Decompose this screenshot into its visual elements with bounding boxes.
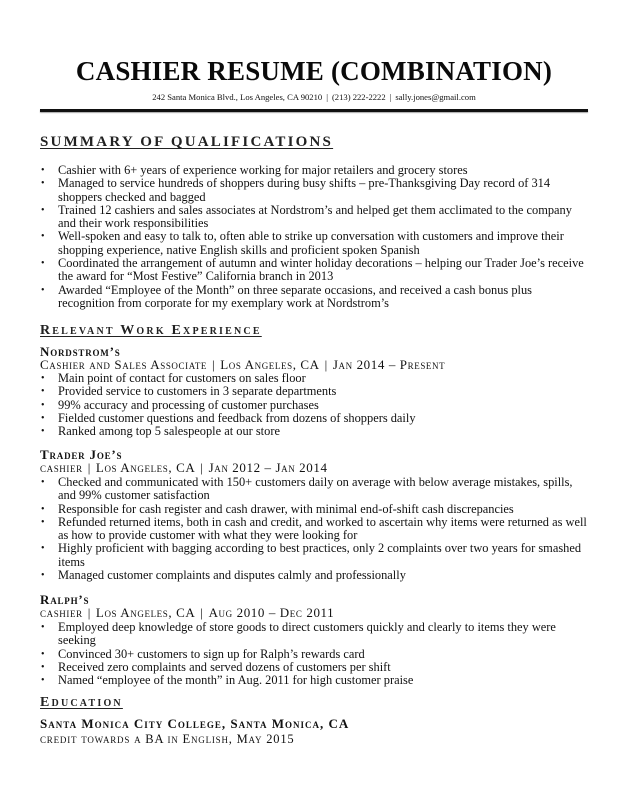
list-item: • Main point of contact for customers on sales floor xyxy=(41,371,306,385)
bullet-icon: • xyxy=(41,648,45,660)
list-item: • Responsible for cash register and cash drawer, with minimal end-of-shift cash discrepancies xyxy=(41,501,514,516)
list-item: • Cashier with 6+ years of experience working for major retailers and grocery stores xyxy=(41,163,468,177)
bullet-icon: • xyxy=(41,477,45,488)
job-duties-list xyxy=(40,372,588,438)
header-divider xyxy=(40,109,588,112)
bullet-icon: • xyxy=(41,675,45,687)
employer-name: Nordstrom’s xyxy=(40,344,121,359)
job-dates: Jan 2014 – Present xyxy=(332,357,446,372)
list-item: • Fielded customer questions and feedback from dozens of shoppers daily xyxy=(41,410,416,425)
contact-separator: | xyxy=(389,92,392,102)
resume-title: CASHIER RESUME (COMBINATION) xyxy=(75,56,553,86)
job-role-line xyxy=(40,358,445,372)
list-item: • Trained 12 cashiers and sales associates at Nordstrom’s and helped get them acclimated to the company and their work responsibilities xyxy=(41,202,572,231)
section-heading-summary: SUMMARY OF QUALIFICATIONS xyxy=(40,134,334,150)
list-item: • Awarded “Employee of the Month” on three separate occasions, and received a cash bonus plus recognition from corporate for my exemplary work at Nordstrom’s xyxy=(41,282,533,310)
contact-address: 242 Santa Monica Blvd., Los Angeles, CA 90210 xyxy=(152,92,323,102)
bullet-icon: • xyxy=(41,204,45,216)
list-item: • Convinced 30+ customers to sign up for Ralph’s rewards card xyxy=(41,646,365,661)
job-title: Cashier and Sales Associate xyxy=(40,357,208,372)
contact-email[interactable]: sally.jones@gmail.com xyxy=(395,92,476,102)
employer-name: Trader Joe’s xyxy=(40,447,123,462)
list-item: • Managed to service hundreds of shoppers during busy shifts – pre-Thanksgiving Day record of 314 shoppers checked and bagged xyxy=(41,176,551,204)
bullet-icon: • xyxy=(41,503,45,515)
list-item: • Received zero complaints and served dozens of customers per shift xyxy=(41,659,391,674)
bullet-icon: • xyxy=(41,412,45,424)
bullet-icon: • xyxy=(41,284,45,296)
bullet-icon: • xyxy=(41,661,45,673)
job-role-line xyxy=(40,606,334,620)
job-title: cashier xyxy=(40,605,83,620)
job-duties-list xyxy=(40,476,588,582)
role-separator: | xyxy=(200,605,204,620)
bullet-icon: • xyxy=(41,516,45,528)
contact-separator: | xyxy=(326,92,328,102)
education-school: Santa Monica City College, Santa Monica, CA xyxy=(40,716,350,731)
list-item: • Coordinated the arrangement of autumn and winter holiday decorations – helping our Trader Joe’s receive the award for “Most Festive” California branch in 2013 xyxy=(41,256,584,284)
role-separator: | xyxy=(212,357,216,372)
bullet-icon: • xyxy=(41,543,45,555)
job-location: Los Angeles, CA xyxy=(95,460,196,475)
list-item: • Well-spoken and easy to talk to, often able to strike up conversation with customers and improve their shopping experience, native English skills and proficient spoken Spanish xyxy=(41,229,564,257)
role-separator: | xyxy=(87,605,91,620)
bullet-icon: • xyxy=(41,426,45,438)
list-item: • Refunded returned items, both in cash and credit, and worked to ascertain why items were returned as well as how to provide customer with what they were looking for xyxy=(41,514,587,543)
list-item: • Checked and communicated with 150+ customers daily on average with below average mistakes, spills, and 99% customer satisfaction xyxy=(41,475,573,503)
list-item: • Named “employee of the month” in Aug. 2011 for high customer praise xyxy=(41,673,414,688)
contact-phone: (213) 222-2222 xyxy=(331,92,386,102)
job-location: Los Angeles, CA xyxy=(95,605,196,620)
list-item: • Provided service to customers in 3 separate departments xyxy=(41,384,337,399)
list-item: • Managed customer complaints and disputes calmly and professionally xyxy=(41,568,406,583)
list-item: • Ranked among top 5 salespeople at our store xyxy=(41,424,280,439)
bullet-icon: • xyxy=(41,386,45,398)
employer-name: Ralph’s xyxy=(40,592,90,607)
bullet-icon: • xyxy=(41,570,45,582)
bullet-icon: • xyxy=(41,399,45,411)
job-title: cashier xyxy=(40,460,83,475)
list-item: • 99% accuracy and processing of customer purchases xyxy=(41,397,319,412)
section-heading-education: Education xyxy=(40,695,123,710)
job-dates: Aug 2010 – Dec 2011 xyxy=(208,605,335,620)
job-location: Los Angeles, CA xyxy=(220,357,320,372)
contact-line xyxy=(40,92,588,103)
bullet-icon: • xyxy=(41,165,45,176)
summary-list xyxy=(40,164,588,310)
job-role-line xyxy=(40,461,328,475)
list-item: • Employed deep knowledge of store goods to direct customers quickly and clearly to items they were seeking xyxy=(41,620,556,648)
list-item: • Highly proficient with bagging according to best practices, only 2 complaints over two years for smashed items xyxy=(41,541,582,569)
job-dates: Jan 2012 – Jan 2014 xyxy=(208,460,328,475)
bullet-icon: • xyxy=(41,178,45,190)
bullet-icon: • xyxy=(41,622,45,633)
bullet-icon: • xyxy=(41,231,45,243)
education-detail: credit towards a BA in English, May 2015 xyxy=(40,732,295,746)
role-separator: | xyxy=(200,460,204,475)
bullet-icon: • xyxy=(41,373,45,384)
job-duties-list xyxy=(40,621,588,687)
role-separator: | xyxy=(324,357,328,372)
role-separator: | xyxy=(87,460,91,475)
section-heading-experience: Relevant Work Experience xyxy=(40,323,262,338)
bullet-icon: • xyxy=(41,258,45,270)
